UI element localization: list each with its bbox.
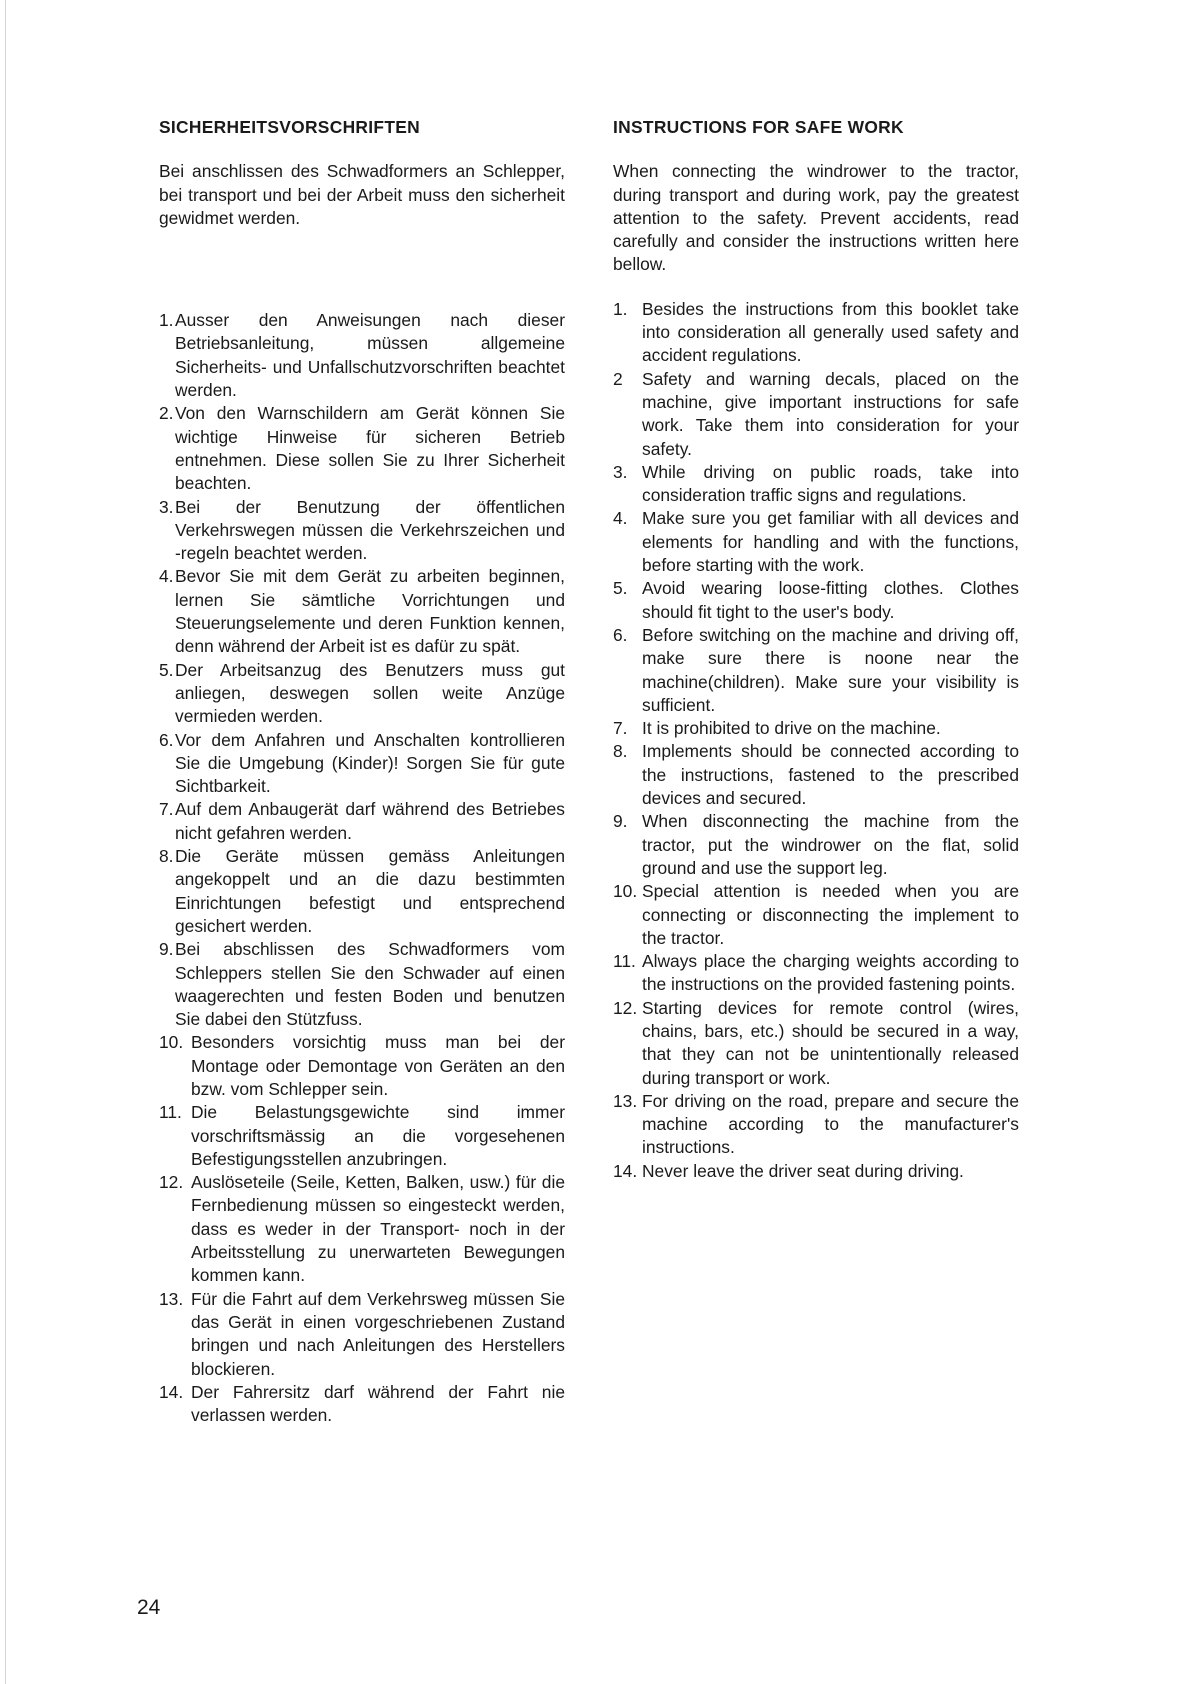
item-number: 11. [159,1102,182,1123]
item-text: Für die Fahrt auf dem Verkehrsweg müssen Sie das Gerät in einen vorgeschriebenen Zustand bringen und nach Anleitungen des Herstellers blockieren. [191,1288,565,1379]
list-item [613,717,1019,740]
list-item [613,461,1019,508]
list-item [159,1381,565,1428]
item-number: 5. [159,659,174,680]
item-number: 14. [159,1381,184,1402]
item-number: 2 [613,368,623,389]
item-text: Make sure you get familiar with all devices and elements for handling and with the functions, before starting with the work. [642,508,1019,576]
item-text: Bei der Benutzung der öffentlichen Verkehrswegen müssen die Verkehrszeichen und -regeln beachtet werden. [175,496,565,564]
item-number: 12. [613,997,638,1018]
item-number: 13. [613,1090,638,1111]
page-number: 24 [137,1596,161,1619]
german-intro: Bei anschlissen des Schwadformers an Schlepper, bei transport und bei der Arbeit muss den sicherheit gewidmet werden. [159,161,565,228]
list-item [613,950,1019,997]
item-text: Bevor Sie mit dem Gerät zu arbeiten beginnen, lernen Sie sämtliche Vorrichtungen und Steuerungselemente und deren Funktion kennen, denn während der Arbeit ist es dafür zu spät. [175,566,565,657]
item-text: When disconnecting the machine from the tractor, put the windrower on the flat, solid ground and use the support leg. [642,811,1019,878]
item-number: 7. [159,799,174,820]
item-number: 2. [159,403,174,424]
english-rules-list [613,298,1019,1183]
item-number: 6. [613,624,628,645]
list-item [159,402,565,495]
english-intro: When connecting the windrower to the tractor, during transport and during work, pay the greatest attention to the safety. Prevent accidents, read carefully and consider the instructions written here bellow. [613,161,1019,275]
item-number: 9. [613,811,628,832]
item-number: 10. [613,881,638,902]
list-item [613,298,1019,368]
item-text: While driving on public roads, take into consideration traffic signs and regulations. [642,461,1019,506]
item-number: 3. [613,461,628,482]
list-item [613,997,1019,1090]
list-item [613,624,1019,717]
list-item [613,810,1019,880]
item-number: 1. [613,298,628,319]
list-item [613,507,1019,577]
item-number: 3. [159,496,174,517]
item-text: It is prohibited to drive on the machine. [642,718,941,739]
list-item [159,938,565,1031]
list-item [159,729,565,799]
list-item [159,845,565,938]
item-text: Bei abschlissen des Schwadformers vom Schleppers stellen Sie den Schwader auf einen waagerechten und festen Boden und benutzen Sie dabei den Stützfuss. [175,939,565,1030]
item-number: 5. [613,578,628,599]
item-text: Die Belastungsgewichte sind immer vorschriftsmässig an die vorgesehenen Befestigungsstellen anzubringen. [191,1102,565,1169]
item-number: 8. [159,846,174,867]
item-number: 10. [159,1032,184,1053]
list-item [159,309,565,402]
list-item [159,1101,565,1171]
item-text: Auslöseteile (Seile, Ketten, Balken, usw.) für die Fernbedienung müssen so eingesteckt werden, dass es weder in der Transport- noch in der Arbeitsstellung zu unerwarteten Bewegungen kommen kann. [191,1172,565,1286]
item-text: Die Geräte müssen gemäss Anleitungen angekoppelt und an die dazu bestimmten Einrichtungen befestigt und entsprechend gesichert werden. [175,846,565,936]
list-item [613,1090,1019,1160]
item-number: 1. [159,310,174,331]
list-item [159,1031,565,1101]
item-number: 11. [613,951,636,972]
list-item [159,798,565,845]
list-item [159,659,565,729]
item-text: Before switching on the machine and driving off, make sure there is noone near the machine(children). Make sure your visibility is sufficient. [642,624,1019,715]
item-text: Von den Warnschildern am Gerät können Sie wichtige Hinweise für sicheren Betrieb entnehmen. Diese sollen Sie zu Ihrer Sicherheit beachten. [175,403,565,494]
item-number: 12. [159,1172,184,1193]
english-heading: INSTRUCTIONS FOR SAFE WORK [613,117,904,137]
item-text: Besonders vorsichtig muss man bei der Montage oder Demontage von Geräten an den bzw. vom Schlepper sein. [191,1032,565,1099]
item-number: 4. [159,566,174,587]
list-item [159,1288,565,1381]
item-text: Implements should be connected according to the instructions, fastened to the prescribed devices and secured. [642,741,1019,809]
german-heading: SICHERHEITSVORSCHRIFTEN [159,117,421,137]
list-item [159,496,565,566]
german-rules-list [159,309,565,1427]
item-text: Special attention is needed when you are connecting or disconnecting the implement to the tractor. [642,881,1019,948]
item-text: Der Fahrersitz darf während der Fahrt nie verlassen werden. [191,1381,565,1426]
list-item [613,740,1019,810]
item-number: 7. [613,718,628,739]
item-number: 4. [613,508,628,529]
item-text: Ausser den Anweisungen nach dieser Betriebsanleitung, müssen allgemeine Sicherheits- und Unfallschutzvorschriften beachtet werden. [175,310,565,401]
scan-edge-line [5,0,6,1684]
item-text: Auf dem Anbaugerät darf während des Betriebes nicht gefahren werden. [175,799,565,843]
list-item [613,880,1019,950]
item-text: Der Arbeitsanzug des Benutzers muss gut anliegen, deswegen sollen weite Anzüge vermieden werden. [175,659,565,727]
english-column [613,116,1019,1183]
item-number: 6. [159,729,174,750]
item-text: Besides the instructions from this booklet take into consideration all generally used safety and accident regulations. [642,298,1019,366]
item-number: 8. [613,741,628,762]
list-item [613,1160,1019,1183]
item-number: 14. [613,1160,638,1181]
list-item [613,577,1019,624]
item-text: Vor dem Anfahren und Anschalten kontrollieren Sie die Umgebung (Kinder)! Sorgen Sie für gute Sichtbarkeit. [175,729,565,797]
german-column [159,116,565,1427]
item-text: Always place the charging weights according to the instructions on the provided fastening points. [642,951,1019,995]
item-text: Avoid wearing loose-fitting clothes. Clothes should fit tight to the user's body. [642,578,1019,622]
item-number: 9. [159,939,174,960]
list-item [159,1171,565,1287]
item-text: Safety and warning decals, placed on the machine, give important instructions for safe work. Take them into consideration for your safety. [642,368,1019,459]
list-item [613,368,1019,461]
item-text: Starting devices for remote control (wires, chains, bars, etc.) should be secured in a way, that they can not be unintentionally released during transport or work. [642,997,1019,1088]
list-item [159,565,565,658]
item-number: 13. [159,1288,184,1309]
item-text: For driving on the road, prepare and secure the machine according to the manufacturer's instructions. [642,1090,1019,1158]
item-text: Never leave the driver seat during driving. [642,1160,964,1181]
